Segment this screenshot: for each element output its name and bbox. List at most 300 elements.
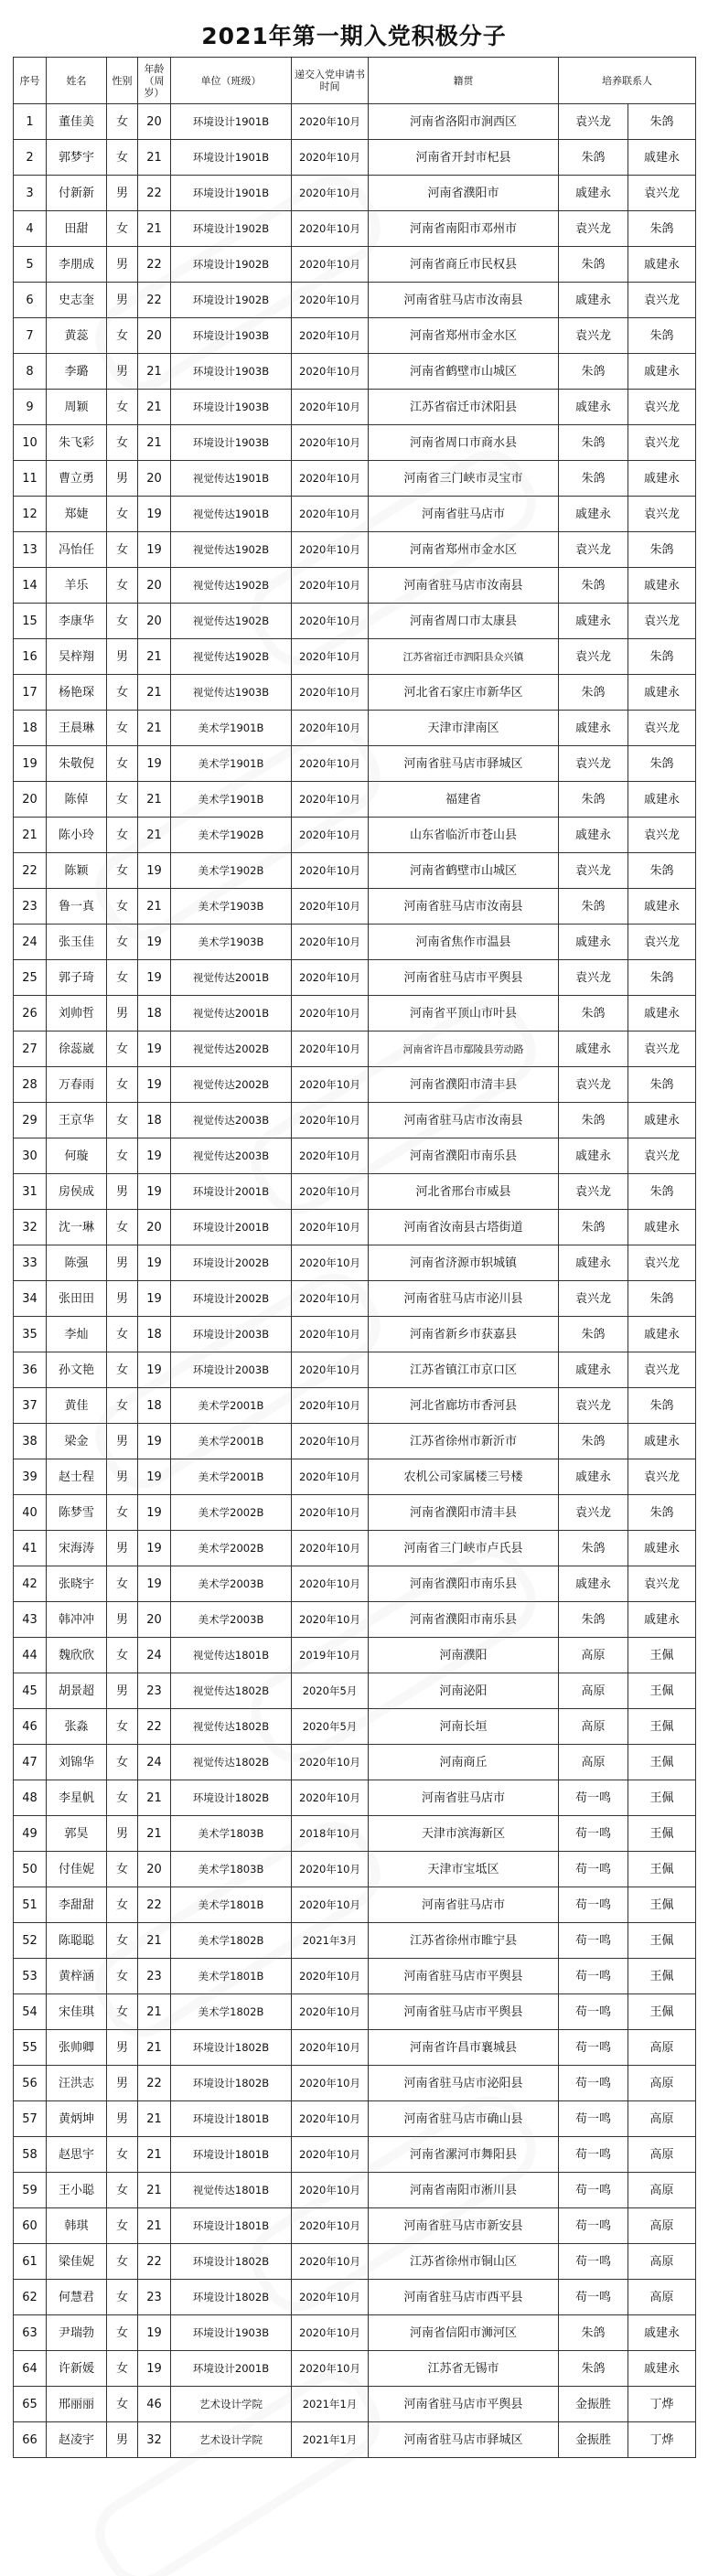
table-row <box>14 1638 696 1673</box>
cell-contact-2: 王佩 <box>628 1994 696 2030</box>
cell-native-place: 河南省济源市轵城镇 <box>369 1245 559 1281</box>
cell-index: 3 <box>14 176 47 211</box>
cell-native-place: 河南省三门峡市卢氏县 <box>369 1531 559 1566</box>
header-age: 年龄（周岁） <box>138 58 171 104</box>
cell-age: 19 <box>138 925 171 960</box>
cell-apply-date: 2020年10月 <box>292 1495 369 1531</box>
cell-contact-1: 金振胜 <box>559 2422 628 2458</box>
cell-unit: 视觉传达1901B <box>171 461 292 497</box>
cell-index: 27 <box>14 1031 47 1067</box>
cell-age: 19 <box>138 1174 171 1210</box>
cell-index: 33 <box>14 1245 47 1281</box>
cell-gender: 女 <box>107 889 138 925</box>
cell-age: 19 <box>138 1424 171 1459</box>
cell-apply-date: 2020年10月 <box>292 2280 369 2315</box>
cell-apply-date: 2020年10月 <box>292 2101 369 2137</box>
cell-gender: 女 <box>107 2244 138 2280</box>
cell-gender: 女 <box>107 711 138 746</box>
cell-native-place: 河南省驻马店市泌阳县 <box>369 2066 559 2101</box>
cell-contact-2: 王佩 <box>628 1745 696 1780</box>
cell-contact-1: 戚建永 <box>559 925 628 960</box>
cell-contact-1: 朱鸽 <box>559 2315 628 2351</box>
cell-age: 19 <box>138 1281 171 1317</box>
cell-contact-1: 袁兴龙 <box>559 1281 628 1317</box>
cell-index: 17 <box>14 675 47 711</box>
cell-index: 52 <box>14 1923 47 1959</box>
cell-contact-1: 苟一鸣 <box>559 2244 628 2280</box>
cell-gender: 女 <box>107 1103 138 1138</box>
cell-name: 朱敬倪 <box>47 746 107 782</box>
cell-apply-date: 2020年10月 <box>292 2030 369 2066</box>
cell-index: 11 <box>14 461 47 497</box>
cell-contact-2: 朱鸽 <box>628 104 696 140</box>
cell-index: 62 <box>14 2280 47 2315</box>
cell-name: 房侯成 <box>47 1174 107 1210</box>
cell-age: 18 <box>138 1103 171 1138</box>
table-row <box>14 1459 696 1495</box>
table-row <box>14 1852 696 1887</box>
cell-name: 邢丽丽 <box>47 2387 107 2422</box>
cell-native-place: 河北省廊坊市香河县 <box>369 1388 559 1424</box>
cell-name: 周颖 <box>47 390 107 425</box>
cell-native-place: 河南省许昌市鄢陵县劳动路 <box>369 1031 559 1067</box>
cell-name: 陈聪聪 <box>47 1923 107 1959</box>
cell-age: 19 <box>138 746 171 782</box>
cell-apply-date: 2020年10月 <box>292 1138 369 1174</box>
cell-apply-date: 2020年10月 <box>292 1281 369 1317</box>
cell-apply-date: 2020年10月 <box>292 996 369 1031</box>
cell-age: 22 <box>138 1887 171 1923</box>
cell-index: 36 <box>14 1352 47 1388</box>
cell-native-place: 福建省 <box>369 782 559 818</box>
cell-native-place: 河南省汝南县古塔街道 <box>369 1210 559 1245</box>
table-row <box>14 604 696 639</box>
cell-age: 24 <box>138 1745 171 1780</box>
cell-contact-2: 高原 <box>628 2173 696 2208</box>
cell-index: 63 <box>14 2315 47 2351</box>
cell-native-place: 河南省驻马店市驿城区 <box>369 746 559 782</box>
cell-gender: 女 <box>107 497 138 532</box>
cell-apply-date: 2021年1月 <box>292 2422 369 2458</box>
cell-contact-2: 王佩 <box>628 1852 696 1887</box>
document-page <box>13 16 695 2458</box>
cell-age: 21 <box>138 1816 171 1852</box>
cell-name: 刘帅哲 <box>47 996 107 1031</box>
cell-native-place: 山东省临沂市苍山县 <box>369 818 559 853</box>
cell-contact-2: 袁兴龙 <box>628 1459 696 1495</box>
cell-contact-1: 戚建永 <box>559 1245 628 1281</box>
cell-age: 32 <box>138 2422 171 2458</box>
cell-contact-2: 高原 <box>628 2244 696 2280</box>
cell-native-place: 农机公司家属楼三号楼 <box>369 1459 559 1495</box>
cell-index: 53 <box>14 1959 47 1994</box>
cell-contact-1: 朱鸽 <box>559 996 628 1031</box>
cell-native-place: 河南省信阳市浉河区 <box>369 2315 559 2351</box>
cell-contact-1: 袁兴龙 <box>559 1174 628 1210</box>
cell-apply-date: 2020年10月 <box>292 925 369 960</box>
cell-apply-date: 2020年10月 <box>292 425 369 461</box>
cell-unit: 美术学1802B <box>171 1994 292 2030</box>
cell-apply-date: 2020年10月 <box>292 1245 369 1281</box>
cell-unit: 美术学1902B <box>171 818 292 853</box>
table-row <box>14 889 696 925</box>
cell-contact-1: 戚建永 <box>559 604 628 639</box>
cell-name: 张帅卿 <box>47 2030 107 2066</box>
table-row <box>14 176 696 211</box>
cell-contact-2: 戚建永 <box>628 568 696 604</box>
cell-apply-date: 2020年10月 <box>292 176 369 211</box>
cell-contact-2: 戚建永 <box>628 1210 696 1245</box>
cell-contact-2: 王佩 <box>628 1638 696 1673</box>
table-header-row <box>14 58 696 104</box>
cell-native-place: 河南省焦作市温县 <box>369 925 559 960</box>
cell-age: 19 <box>138 1138 171 1174</box>
cell-apply-date: 2020年10月 <box>292 390 369 425</box>
cell-unit: 环境设计1802B <box>171 2030 292 2066</box>
cell-gender: 男 <box>107 283 138 318</box>
cell-index: 16 <box>14 639 47 675</box>
table-row <box>14 283 696 318</box>
cell-contact-2: 戚建永 <box>628 1424 696 1459</box>
cell-contact-2: 丁烨 <box>628 2387 696 2422</box>
cell-apply-date: 2020年10月 <box>292 1459 369 1495</box>
cell-contact-2: 王佩 <box>628 1887 696 1923</box>
cell-native-place: 河南省商丘市民权县 <box>369 247 559 283</box>
cell-name: 冯怡任 <box>47 532 107 568</box>
cell-gender: 女 <box>107 1745 138 1780</box>
table-row <box>14 1317 696 1352</box>
cell-contact-1: 苟一鸣 <box>559 1923 628 1959</box>
cell-contact-2: 高原 <box>628 2280 696 2315</box>
cell-age: 19 <box>138 1031 171 1067</box>
cell-contact-1: 苟一鸣 <box>559 2208 628 2244</box>
cell-unit: 美术学1801B <box>171 1959 292 1994</box>
cell-index: 21 <box>14 818 47 853</box>
table-row <box>14 497 696 532</box>
cell-native-place: 河南省驻马店市西平县 <box>369 2280 559 2315</box>
cell-contact-1: 朱鸽 <box>559 461 628 497</box>
cell-age: 46 <box>138 2387 171 2422</box>
cell-gender: 男 <box>107 1531 138 1566</box>
cell-index: 20 <box>14 782 47 818</box>
cell-age: 24 <box>138 1638 171 1673</box>
cell-contact-1: 苟一鸣 <box>559 1959 628 1994</box>
header-name: 姓名 <box>47 58 107 104</box>
cell-unit: 视觉传达2001B <box>171 960 292 996</box>
cell-apply-date: 2020年10月 <box>292 889 369 925</box>
cell-apply-date: 2020年10月 <box>292 639 369 675</box>
table-row <box>14 1531 696 1566</box>
cell-name: 郭昊 <box>47 1816 107 1852</box>
cell-contact-1: 戚建永 <box>559 390 628 425</box>
cell-gender: 女 <box>107 746 138 782</box>
cell-gender: 女 <box>107 782 138 818</box>
cell-contact-1: 戚建永 <box>559 1352 628 1388</box>
cell-age: 19 <box>138 497 171 532</box>
cell-native-place: 天津市津南区 <box>369 711 559 746</box>
cell-gender: 男 <box>107 354 138 390</box>
cell-unit: 视觉传达1802B <box>171 1745 292 1780</box>
cell-name: 张田田 <box>47 1281 107 1317</box>
cell-gender: 女 <box>107 140 138 176</box>
cell-age: 22 <box>138 1709 171 1745</box>
cell-apply-date: 2019年10月 <box>292 1638 369 1673</box>
header-index: 序号 <box>14 58 47 104</box>
cell-age: 19 <box>138 1245 171 1281</box>
cell-unit: 环境设计1903B <box>171 354 292 390</box>
cell-name: 汪洪志 <box>47 2066 107 2101</box>
table-row <box>14 1709 696 1745</box>
cell-contact-2: 朱鸽 <box>628 1281 696 1317</box>
cell-age: 19 <box>138 2351 171 2387</box>
cell-name: 何璇 <box>47 1138 107 1174</box>
table-row <box>14 2244 696 2280</box>
cell-contact-2: 袁兴龙 <box>628 1352 696 1388</box>
cell-contact-2: 袁兴龙 <box>628 604 696 639</box>
cell-contact-1: 苟一鸣 <box>559 1852 628 1887</box>
cell-contact-2: 王佩 <box>628 1959 696 1994</box>
cell-apply-date: 2020年10月 <box>292 318 369 354</box>
cell-unit: 视觉传达1801B <box>171 1638 292 1673</box>
cell-age: 23 <box>138 2280 171 2315</box>
cell-apply-date: 2020年10月 <box>292 1994 369 2030</box>
cell-unit: 美术学2002B <box>171 1531 292 1566</box>
cell-unit: 美术学1903B <box>171 889 292 925</box>
cell-contact-2: 高原 <box>628 2066 696 2101</box>
cell-unit: 视觉传达1801B <box>171 2173 292 2208</box>
cell-age: 19 <box>138 532 171 568</box>
cell-contact-2: 王佩 <box>628 1709 696 1745</box>
cell-contact-1: 高原 <box>559 1638 628 1673</box>
cell-gender: 女 <box>107 2173 138 2208</box>
cell-contact-2: 王佩 <box>628 1780 696 1816</box>
table-row <box>14 746 696 782</box>
cell-unit: 环境设计1903B <box>171 318 292 354</box>
cell-contact-2: 朱鸽 <box>628 639 696 675</box>
cell-contact-2: 袁兴龙 <box>628 497 696 532</box>
cell-contact-1: 袁兴龙 <box>559 960 628 996</box>
cell-name: 郭子琦 <box>47 960 107 996</box>
cell-index: 61 <box>14 2244 47 2280</box>
cell-gender: 男 <box>107 2101 138 2137</box>
cell-apply-date: 2020年10月 <box>292 1531 369 1566</box>
cell-name: 付新新 <box>47 176 107 211</box>
cell-contact-2: 戚建永 <box>628 1531 696 1566</box>
cell-contact-2: 袁兴龙 <box>628 1138 696 1174</box>
cell-gender: 男 <box>107 2030 138 2066</box>
cell-contact-1: 朱鸽 <box>559 1210 628 1245</box>
cell-apply-date: 2020年10月 <box>292 140 369 176</box>
activists-table <box>13 57 696 2458</box>
cell-contact-1: 苟一鸣 <box>559 2173 628 2208</box>
cell-gender: 女 <box>107 1210 138 1245</box>
cell-native-place: 河南长垣 <box>369 1709 559 1745</box>
cell-contact-1: 朱鸽 <box>559 782 628 818</box>
cell-contact-1: 朱鸽 <box>559 1602 628 1638</box>
cell-apply-date: 2020年10月 <box>292 2315 369 2351</box>
cell-contact-1: 朱鸽 <box>559 1103 628 1138</box>
cell-gender: 女 <box>107 925 138 960</box>
table-row <box>14 1994 696 2030</box>
cell-name: 宋佳琪 <box>47 1994 107 2030</box>
cell-index: 2 <box>14 140 47 176</box>
cell-unit: 视觉传达2003B <box>171 1138 292 1174</box>
cell-age: 21 <box>138 639 171 675</box>
cell-unit: 视觉传达1802B <box>171 1673 292 1709</box>
cell-contact-1: 苟一鸣 <box>559 2066 628 2101</box>
cell-apply-date: 2020年10月 <box>292 1566 369 1602</box>
cell-index: 22 <box>14 853 47 889</box>
cell-gender: 女 <box>107 2315 138 2351</box>
cell-name: 黄梓涵 <box>47 1959 107 1994</box>
cell-native-place: 河南省郑州市金水区 <box>369 318 559 354</box>
cell-apply-date: 2020年10月 <box>292 247 369 283</box>
cell-age: 19 <box>138 1495 171 1531</box>
header-unit: 单位（班级） <box>171 58 292 104</box>
cell-contact-1: 袁兴龙 <box>559 746 628 782</box>
cell-apply-date: 2020年10月 <box>292 2137 369 2173</box>
cell-apply-date: 2020年10月 <box>292 1174 369 1210</box>
cell-contact-1: 戚建永 <box>559 497 628 532</box>
cell-gender: 女 <box>107 1852 138 1887</box>
cell-name: 李璐 <box>47 354 107 390</box>
cell-apply-date: 2020年10月 <box>292 2351 369 2387</box>
cell-gender: 男 <box>107 176 138 211</box>
cell-gender: 女 <box>107 1317 138 1352</box>
cell-contact-1: 苟一鸣 <box>559 2280 628 2315</box>
cell-apply-date: 2021年3月 <box>292 1923 369 1959</box>
cell-gender: 女 <box>107 1923 138 1959</box>
cell-name: 郭梦宇 <box>47 140 107 176</box>
cell-age: 21 <box>138 889 171 925</box>
cell-unit: 视觉传达2003B <box>171 1103 292 1138</box>
cell-native-place: 河南商丘 <box>369 1745 559 1780</box>
cell-contact-2: 戚建永 <box>628 1317 696 1352</box>
cell-unit: 环境设计2001B <box>171 1210 292 1245</box>
cell-name: 李星帆 <box>47 1780 107 1816</box>
table-row <box>14 2351 696 2387</box>
cell-contact-1: 袁兴龙 <box>559 1388 628 1424</box>
cell-native-place: 河南省三门峡市灵宝市 <box>369 461 559 497</box>
cell-apply-date: 2020年10月 <box>292 746 369 782</box>
cell-unit: 环境设计1902B <box>171 283 292 318</box>
cell-unit: 环境设计2003B <box>171 1352 292 1388</box>
cell-name: 梁金 <box>47 1424 107 1459</box>
table-row <box>14 2387 696 2422</box>
cell-native-place: 河南省鹤壁市山城区 <box>369 853 559 889</box>
cell-native-place: 河南省濮阳市 <box>369 176 559 211</box>
cell-native-place: 河南省濮阳市南乐县 <box>369 1602 559 1638</box>
cell-native-place: 江苏省徐州市铜山区 <box>369 2244 559 2280</box>
cell-contact-2: 朱鸽 <box>628 318 696 354</box>
cell-index: 5 <box>14 247 47 283</box>
cell-gender: 女 <box>107 104 138 140</box>
cell-contact-2: 丁烨 <box>628 2422 696 2458</box>
cell-native-place: 河南省驻马店市平舆县 <box>369 1959 559 1994</box>
cell-name: 陈颖 <box>47 853 107 889</box>
cell-apply-date: 2020年10月 <box>292 818 369 853</box>
cell-native-place: 河南省漯河市舞阳县 <box>369 2137 559 2173</box>
header-apply-date: 递交入党申请书时间 <box>292 58 369 104</box>
cell-contact-1: 朱鸽 <box>559 1531 628 1566</box>
cell-contact-1: 戚建永 <box>559 818 628 853</box>
cell-unit: 环境设计1802B <box>171 2244 292 2280</box>
cell-contact-2: 朱鸽 <box>628 1067 696 1103</box>
cell-gender: 女 <box>107 675 138 711</box>
cell-contact-1: 高原 <box>559 1673 628 1709</box>
cell-contact-2: 戚建永 <box>628 1103 696 1138</box>
cell-contact-2: 王佩 <box>628 1923 696 1959</box>
cell-unit: 环境设计2003B <box>171 1317 292 1352</box>
cell-native-place: 河南省驻马店市驿城区 <box>369 2422 559 2458</box>
cell-unit: 视觉传达1901B <box>171 497 292 532</box>
cell-contact-2: 朱鸽 <box>628 960 696 996</box>
cell-index: 6 <box>14 283 47 318</box>
cell-unit: 环境设计1802B <box>171 1780 292 1816</box>
cell-contact-2: 朱鸽 <box>628 532 696 568</box>
cell-name: 鲁一真 <box>47 889 107 925</box>
table-row <box>14 1067 696 1103</box>
cell-gender: 男 <box>107 247 138 283</box>
cell-gender: 女 <box>107 2387 138 2422</box>
cell-gender: 女 <box>107 1067 138 1103</box>
cell-contact-2: 朱鸽 <box>628 746 696 782</box>
cell-contact-2: 袁兴龙 <box>628 1566 696 1602</box>
cell-contact-1: 苟一鸣 <box>559 2101 628 2137</box>
cell-age: 21 <box>138 1923 171 1959</box>
cell-native-place: 天津市宝坻区 <box>369 1852 559 1887</box>
cell-contact-2: 王佩 <box>628 1816 696 1852</box>
cell-native-place: 天津市滨海新区 <box>369 1816 559 1852</box>
cell-index: 18 <box>14 711 47 746</box>
cell-name: 付佳妮 <box>47 1852 107 1887</box>
cell-contact-2: 朱鸽 <box>628 853 696 889</box>
cell-apply-date: 2020年10月 <box>292 1317 369 1352</box>
cell-native-place: 河南省驻马店市汝南县 <box>369 568 559 604</box>
header-contact: 培养联系人 <box>559 58 696 104</box>
cell-age: 21 <box>138 2137 171 2173</box>
cell-native-place: 河南省平顶山市叶县 <box>369 996 559 1031</box>
cell-index: 51 <box>14 1887 47 1923</box>
table-row <box>14 925 696 960</box>
cell-contact-1: 朱鸽 <box>559 425 628 461</box>
table-row <box>14 425 696 461</box>
table-row <box>14 2137 696 2173</box>
cell-name: 沈一琳 <box>47 1210 107 1245</box>
cell-name: 李甜甜 <box>47 1887 107 1923</box>
cell-contact-2: 袁兴龙 <box>628 925 696 960</box>
cell-index: 41 <box>14 1531 47 1566</box>
cell-unit: 美术学1901B <box>171 782 292 818</box>
cell-age: 18 <box>138 996 171 1031</box>
cell-age: 20 <box>138 604 171 639</box>
cell-gender: 男 <box>107 1245 138 1281</box>
cell-apply-date: 2020年10月 <box>292 1852 369 1887</box>
cell-age: 19 <box>138 853 171 889</box>
cell-apply-date: 2021年1月 <box>292 2387 369 2422</box>
cell-gender: 男 <box>107 1816 138 1852</box>
cell-gender: 女 <box>107 1994 138 2030</box>
cell-index: 8 <box>14 354 47 390</box>
cell-index: 23 <box>14 889 47 925</box>
cell-contact-2: 袁兴龙 <box>628 818 696 853</box>
table-row <box>14 1424 696 1459</box>
table-row <box>14 247 696 283</box>
cell-unit: 视觉传达1902B <box>171 604 292 639</box>
cell-index: 54 <box>14 1994 47 2030</box>
cell-native-place: 江苏省宿迁市沭阳县 <box>369 390 559 425</box>
cell-index: 32 <box>14 1210 47 1245</box>
